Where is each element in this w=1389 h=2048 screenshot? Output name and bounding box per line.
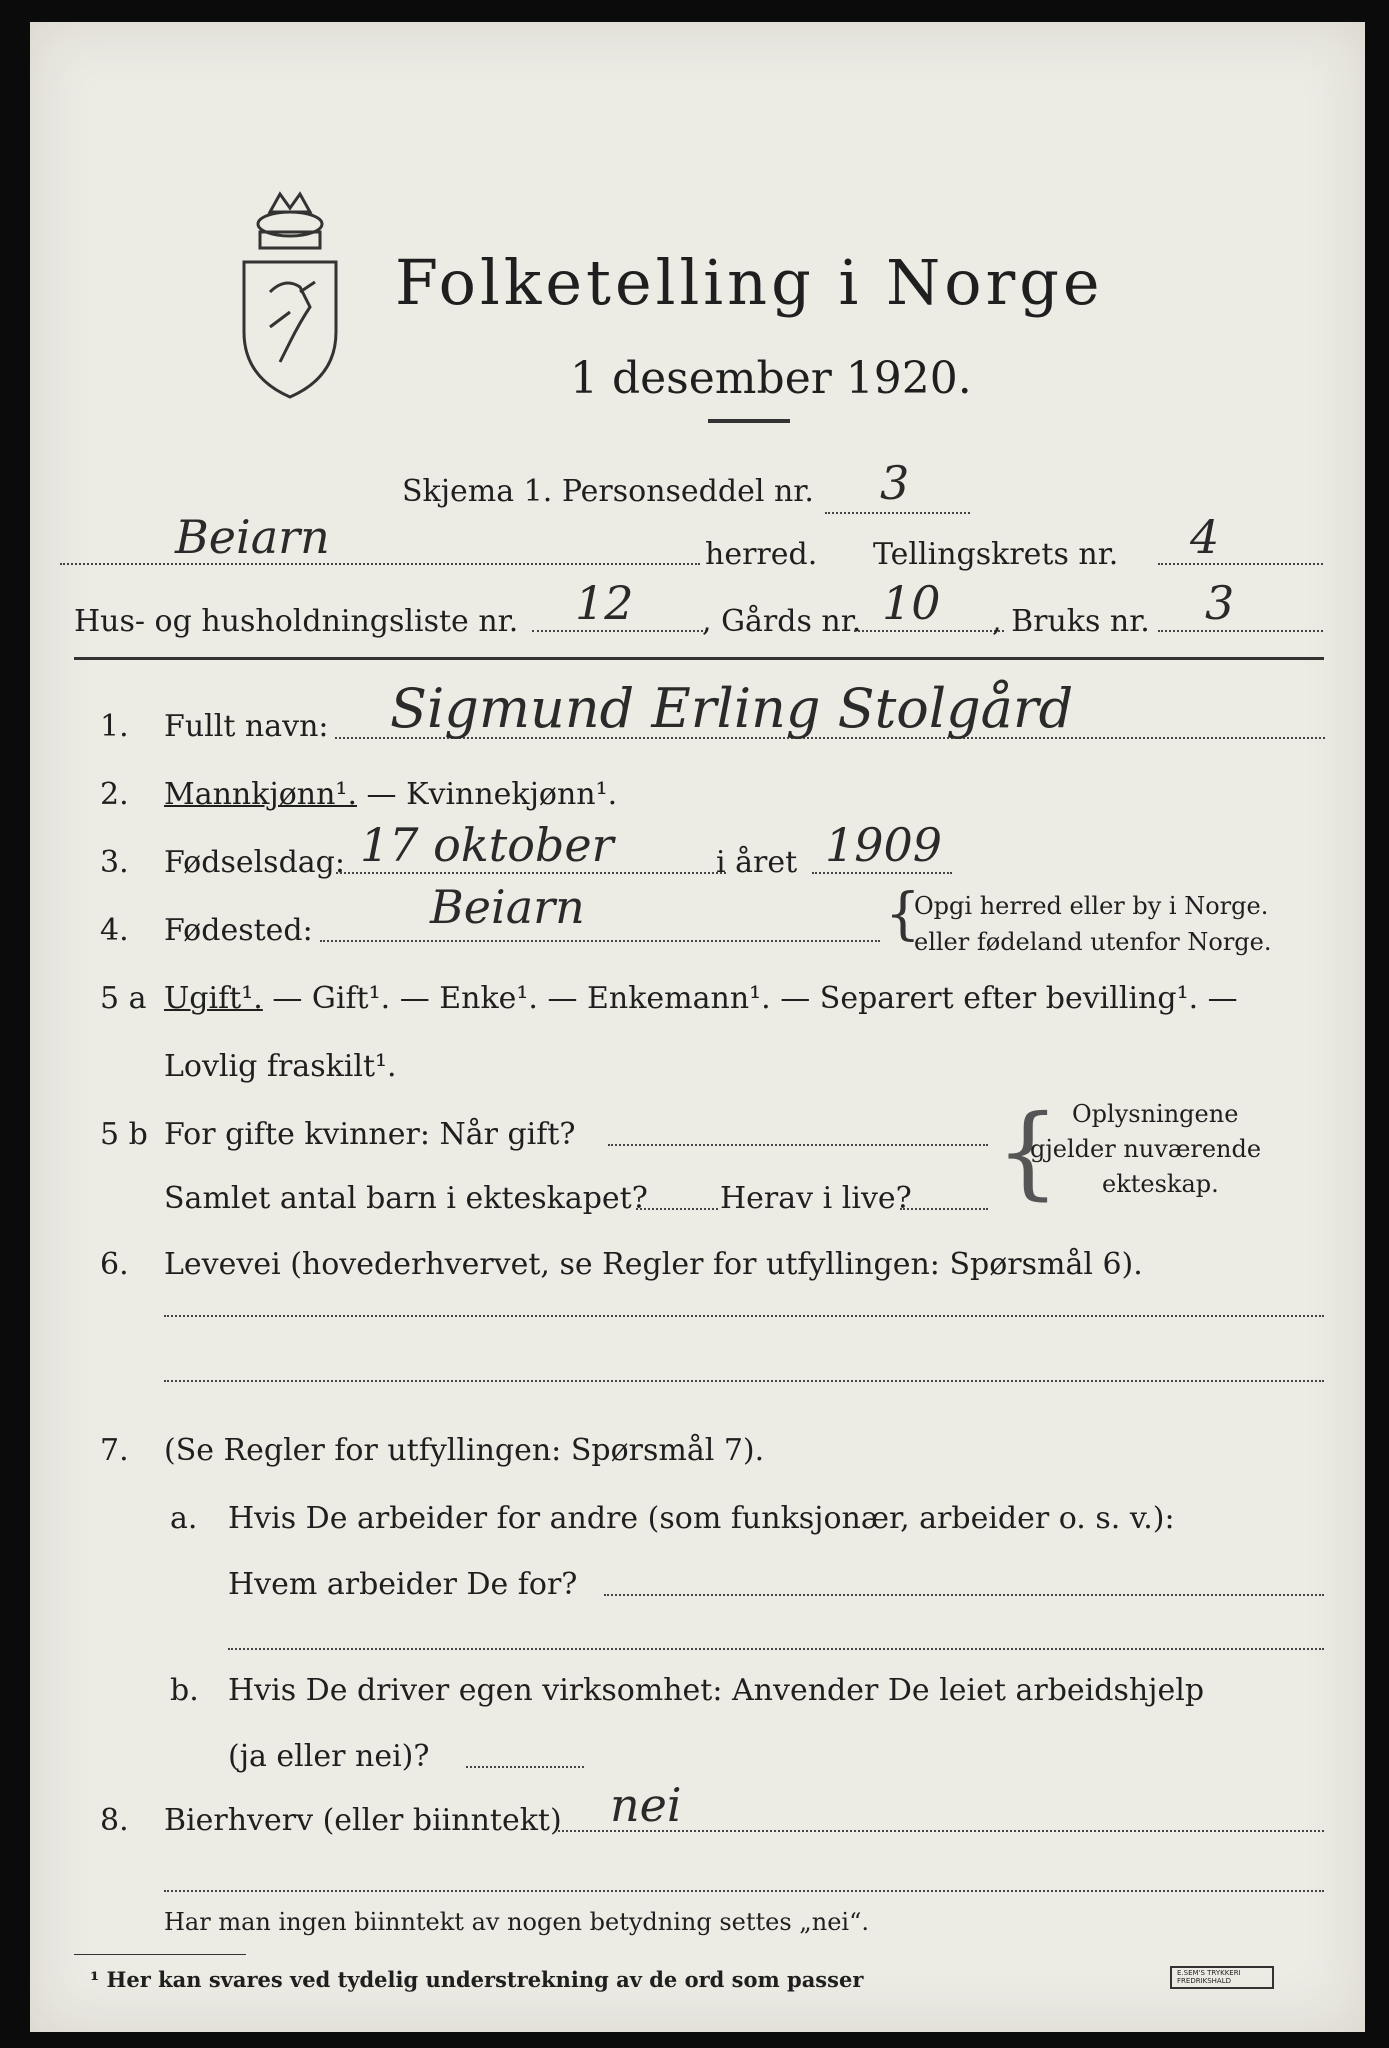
- norwegian-coat-of-arms-icon: [230, 182, 350, 402]
- q6-number: 6.: [100, 1247, 129, 1282]
- q7-number: 7.: [100, 1433, 129, 1468]
- bruks-nr-value[interactable]: 3: [1205, 576, 1235, 630]
- q7b-letter: b.: [170, 1673, 199, 1708]
- q7a-letter: a.: [170, 1501, 198, 1536]
- tellingskrets-nr-value[interactable]: 4: [1190, 510, 1220, 564]
- female-option[interactable]: Kvinnekjønn¹.: [406, 777, 618, 812]
- q4-note-2: eller fødeland utenfor Norge.: [914, 928, 1272, 956]
- tellingskrets-line: [1158, 563, 1323, 565]
- q6-line-1: [164, 1315, 1324, 1317]
- q5a-other-options[interactable]: — Gift¹. — Enke¹. — Enkemann¹. — Separert efter bevilling¹. —: [262, 981, 1238, 1016]
- biinntekt-note: Har man ingen biinntekt av nogen betydning settes „nei“.: [164, 1908, 869, 1936]
- schema-label: Skjema 1. Personseddel nr.: [402, 474, 814, 509]
- q3-number: 3.: [100, 845, 129, 880]
- form-date: 1 desember 1920.: [570, 353, 972, 404]
- q7a-line-2: [228, 1648, 1324, 1650]
- q7a-question: Hvem arbeider De for?: [228, 1567, 578, 1602]
- herred-line: [60, 563, 700, 565]
- q5b-alive-line: [900, 1208, 988, 1210]
- q5b-children-line: [636, 1208, 718, 1210]
- herred-value[interactable]: Beiarn: [175, 510, 330, 564]
- q4-label: Fødested:: [164, 913, 313, 948]
- q3-year-label: i året: [716, 845, 798, 880]
- q6-line-2: [164, 1380, 1324, 1382]
- form-title: Folketelling i Norge: [395, 246, 1104, 319]
- birthplace-value[interactable]: Beiarn: [430, 880, 585, 934]
- q2-separator: —: [357, 777, 407, 812]
- q4-line: [320, 940, 880, 942]
- q5b-married-line: [608, 1144, 988, 1146]
- personseddel-line: [825, 512, 970, 514]
- q5a-number: 5 a: [100, 981, 147, 1016]
- tellingskrets-label: Tellingskrets nr.: [873, 537, 1119, 572]
- q4-note-1: Opgi herred eller by i Norge.: [914, 892, 1269, 920]
- side-income-value[interactable]: nei: [610, 1778, 682, 1832]
- personseddel-nr-value[interactable]: 3: [880, 456, 910, 510]
- q4-number: 4.: [100, 913, 129, 948]
- birthday-value[interactable]: 17 oktober: [360, 818, 614, 872]
- male-option[interactable]: Mannkjønn¹.: [164, 777, 357, 812]
- gards-nr-value[interactable]: 10: [882, 576, 941, 630]
- footnote: ¹ Her kan svares ved tydelig understrekning av de ord som passer: [90, 1967, 864, 1992]
- title-divider: [708, 419, 790, 423]
- q7b-text: Hvis De driver egen virksomhet: Anvender De leiet arbeidshjelp: [228, 1673, 1205, 1708]
- q1-number: 1.: [100, 709, 129, 744]
- q7b-question: (ja eller nei)?: [228, 1739, 430, 1774]
- hus-nr-value[interactable]: 12: [575, 576, 634, 630]
- q5a-line: [164, 981, 1238, 1016]
- q6-label: Levevei (hovederhvervet, se Regler for utfyllingen: Spørsmål 6).: [164, 1247, 1143, 1282]
- q7b-line: [466, 1766, 584, 1768]
- q8-line-2: [164, 1890, 1324, 1892]
- q2-number: 2.: [100, 777, 129, 812]
- birth-year-value[interactable]: 1909: [825, 818, 943, 872]
- hus-line: [532, 630, 707, 632]
- full-name-value[interactable]: Sigmund Erling Stolgård: [390, 677, 1074, 740]
- q5b-note-3: ekteskap.: [1102, 1170, 1219, 1198]
- q3-date-line: [336, 872, 726, 874]
- q5b-note-2: gjelder nuværende: [1030, 1135, 1262, 1163]
- gards-label: , Gårds nr.: [702, 604, 862, 639]
- header-divider: [74, 657, 1324, 660]
- q3-year-line: [812, 872, 952, 874]
- q4-brace: {: [885, 882, 921, 947]
- q7a-line-1: [604, 1594, 1324, 1596]
- hus-label: Hus- og husholdningsliste nr.: [74, 604, 519, 639]
- q5b-note-1: Oplysningene: [1072, 1100, 1239, 1128]
- bruks-label: , Bruks nr.: [992, 604, 1150, 639]
- bruks-line: [1158, 630, 1323, 632]
- q5b-brace: {: [996, 1093, 1060, 1210]
- ugift-option[interactable]: Ugift¹.: [164, 981, 263, 1016]
- gards-line: [854, 630, 1004, 632]
- q1-label: Fullt navn:: [164, 709, 329, 744]
- q2-line: [164, 777, 618, 812]
- q7a-text: Hvis De arbeider for andre (som funksjonær, arbeider o. s. v.):: [228, 1501, 1175, 1536]
- q8-label: Bierhverv (eller biinntekt): [164, 1803, 562, 1838]
- census-form-page: [30, 22, 1365, 2032]
- q3-label: Fødselsdag:: [164, 845, 345, 880]
- lovlig-fraskilt-option[interactable]: Lovlig fraskilt¹.: [164, 1049, 397, 1084]
- q5b-number: 5 b: [100, 1117, 148, 1152]
- footnote-divider: [74, 1954, 246, 1955]
- q5b-children-label: Samlet antal barn i ekteskapet?: [164, 1181, 648, 1216]
- herred-label: herred.: [705, 537, 818, 572]
- q7-label: (Se Regler for utfyllingen: Spørsmål 7).: [164, 1433, 765, 1468]
- q5b-label: For gifte kvinner: Når gift?: [164, 1117, 576, 1152]
- printer-stamp: E.SEM'S TRYKKERI FREDRIKSHALD: [1170, 1966, 1274, 1989]
- q5b-alive-label: Herav i live?: [720, 1181, 912, 1216]
- q8-number: 8.: [100, 1803, 129, 1838]
